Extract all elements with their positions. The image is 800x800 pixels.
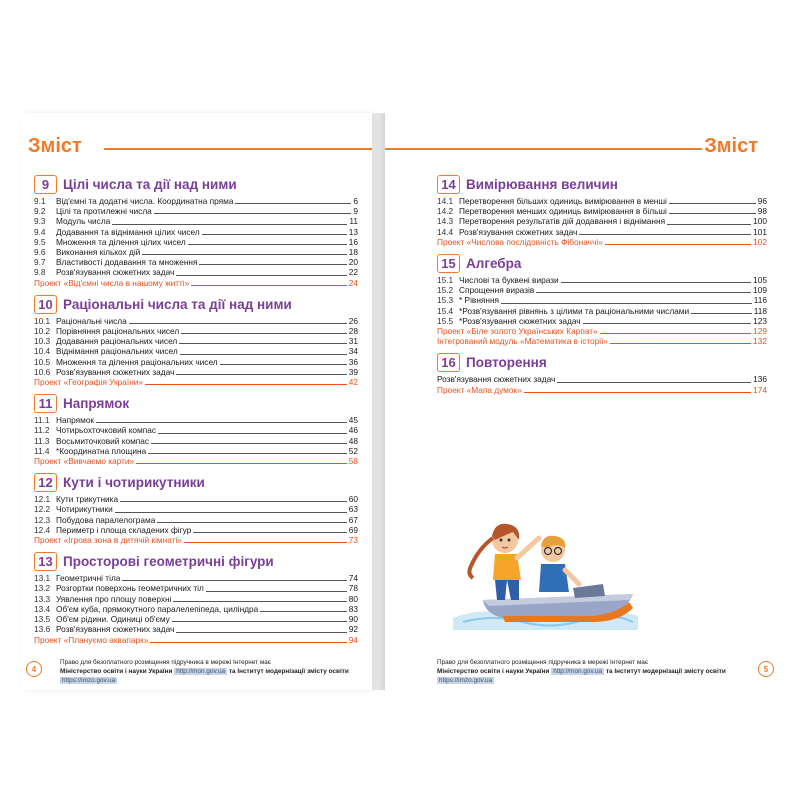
entry-page: 60 xyxy=(348,494,358,505)
entry-title: Об'єм рідини. Одиниці об'єму xyxy=(56,614,170,625)
entry-title: Від'ємні та додатні числа. Координатна пряма xyxy=(56,196,234,206)
copyright-footer xyxy=(437,658,757,685)
chapter-number-badge: 9 xyxy=(34,175,57,194)
entry-page: 118 xyxy=(753,305,767,316)
toc-entry[interactable] xyxy=(437,295,767,305)
entry-page: 13 xyxy=(348,226,358,237)
chapter-section xyxy=(437,254,767,346)
entry-title: Розв'язування сюжетних задач xyxy=(56,366,175,377)
entry-page: 58 xyxy=(348,456,358,467)
page-number: 5 xyxy=(758,661,774,677)
entry-title: Числові та буквені вирази xyxy=(459,275,559,286)
chapter-title: Цілі числа та дії над ними xyxy=(63,177,237,192)
entry-page: 9 xyxy=(353,206,358,217)
leader-line xyxy=(691,313,752,314)
chapter-title: Алгебра xyxy=(466,256,522,272)
chapter-number-badge: 13 xyxy=(34,552,57,571)
entry-number: 13.6 xyxy=(34,624,51,635)
chapter-number-badge: 10 xyxy=(34,295,57,314)
leader-line xyxy=(583,323,752,324)
entry-number: 12.1 xyxy=(34,494,51,505)
entry-number: 15.1 xyxy=(437,275,454,286)
entry-title: Побудова паралелограма xyxy=(56,514,156,525)
toc-entry[interactable] xyxy=(34,583,358,593)
entry-title: Розгортки поверхонь геометричних тіл xyxy=(56,583,204,594)
entry-page: 129 xyxy=(753,326,767,337)
chapter-heading[interactable] xyxy=(437,353,767,372)
entry-page: 132 xyxy=(753,336,767,347)
chapter-title: Напрямок xyxy=(63,396,130,412)
entry-page: 100 xyxy=(753,216,767,227)
entry-page: 98 xyxy=(757,206,767,217)
leader-line xyxy=(191,285,347,286)
entry-title: Віднімання раціональних чисел xyxy=(56,346,178,357)
entry-number: 9.5 xyxy=(34,236,46,247)
toc-entry[interactable] xyxy=(34,436,358,446)
leader-line xyxy=(561,282,751,283)
leader-line xyxy=(524,392,751,393)
entry-number: 14.2 xyxy=(437,206,454,217)
entry-number: 15.2 xyxy=(437,285,454,296)
entry-page: 83 xyxy=(348,603,358,614)
entry-title: Напрямок xyxy=(56,415,95,426)
page-title: Зміст xyxy=(704,135,758,157)
kids-on-boat-illustration xyxy=(443,518,643,636)
leader-line xyxy=(669,213,756,214)
footer-line: Право для безоплатного розміщення підручника в мережі Інтернет має xyxy=(60,659,272,666)
chapter-number-badge: 16 xyxy=(437,353,460,372)
toc-entry[interactable] xyxy=(34,525,358,535)
entry-title: Розв'язування сюжетних задач xyxy=(459,226,578,237)
toc-entry[interactable] xyxy=(437,227,767,237)
entry-page: 52 xyxy=(348,445,358,456)
chapter-title: Кути і чотирикутники xyxy=(63,475,205,491)
entry-number: 9.3 xyxy=(34,216,46,227)
leader-line xyxy=(154,213,352,214)
leader-line xyxy=(202,234,347,235)
toc-entry[interactable] xyxy=(34,515,358,525)
entry-page: 11 xyxy=(349,216,358,227)
entry-page: 42 xyxy=(348,377,358,388)
toc-entry[interactable] xyxy=(34,573,358,583)
left-page xyxy=(22,113,372,690)
entry-title: Периметр і площа складених фігур xyxy=(56,524,192,535)
entry-number: 12.2 xyxy=(34,504,51,515)
entry-title: Перетворення менших одиниць вимірювання в більші xyxy=(459,206,667,217)
toc-project-entry[interactable] xyxy=(34,278,358,288)
entry-page: 34 xyxy=(348,346,358,357)
entry-page: 36 xyxy=(348,356,358,367)
entry-number: 9.2 xyxy=(34,206,46,217)
leader-line xyxy=(501,303,752,304)
chapter-number-badge: 12 xyxy=(34,473,57,492)
leader-line xyxy=(112,224,347,225)
entry-title: Кути трикутника xyxy=(56,494,119,505)
entry-number: 12.4 xyxy=(34,524,51,535)
toc-entry[interactable] xyxy=(437,275,767,285)
leader-line xyxy=(120,501,347,502)
entry-page: 109 xyxy=(753,285,767,296)
entry-title: Властивості додавання та множення xyxy=(56,257,198,268)
entry-title: Проект «Плануємо аквапарк» xyxy=(34,634,149,645)
entry-number: 11.1 xyxy=(34,415,50,426)
entry-title: Цілі та протилежні числа xyxy=(56,206,152,217)
entry-title: Інтегрований модуль «Математика в історії» xyxy=(437,336,609,347)
toc-entry[interactable] xyxy=(34,415,358,425)
toc-entry[interactable] xyxy=(437,206,767,216)
entry-page: 6 xyxy=(353,196,358,206)
entry-number: 9.6 xyxy=(34,247,46,258)
leader-line xyxy=(173,601,346,602)
chapter-heading[interactable] xyxy=(437,254,767,273)
toc-entry[interactable] xyxy=(34,624,358,634)
toc-project-entry[interactable] xyxy=(437,385,767,395)
chapter-heading[interactable] xyxy=(34,295,358,314)
entry-page: 46 xyxy=(348,425,358,436)
entry-number: 14.4 xyxy=(437,226,454,237)
leader-line xyxy=(610,343,751,344)
entry-page: 26 xyxy=(348,315,358,326)
entry-title: Проект «Від'ємні числа в нашому житті» xyxy=(34,277,190,288)
toc-entry[interactable] xyxy=(34,425,358,435)
leader-line xyxy=(172,621,347,622)
entry-page: 123 xyxy=(753,315,767,326)
leader-line xyxy=(669,203,756,204)
leader-line xyxy=(157,522,346,523)
chapter-heading[interactable] xyxy=(34,394,358,413)
entry-page: 96 xyxy=(757,196,767,206)
toc-entry[interactable] xyxy=(34,216,358,226)
entry-number: 12.3 xyxy=(34,514,51,525)
entry-number: 10.2 xyxy=(34,326,51,337)
entry-page: 90 xyxy=(348,614,358,625)
entry-page: 105 xyxy=(753,275,767,286)
entry-page: 101 xyxy=(753,226,767,237)
toc-entry[interactable] xyxy=(34,594,358,604)
leader-line xyxy=(145,384,347,385)
chapter-section xyxy=(34,473,358,545)
chapter-title: Повторення xyxy=(466,355,547,371)
entry-number: 11.4 xyxy=(34,445,50,456)
leader-line xyxy=(176,632,346,633)
entry-page: 63 xyxy=(348,504,358,515)
entry-number: 13.3 xyxy=(34,593,51,604)
entry-title: Модуль числа xyxy=(56,216,111,227)
footer-link[interactable]: http://mon.gov.ua xyxy=(176,668,226,675)
table-of-contents xyxy=(437,175,767,402)
toc-entry[interactable] xyxy=(34,257,358,267)
entry-page: 22 xyxy=(348,267,358,278)
entry-page: 28 xyxy=(348,326,358,337)
leader-line xyxy=(667,224,751,225)
toc-entry[interactable] xyxy=(34,206,358,216)
leader-line xyxy=(176,374,346,375)
chapter-section xyxy=(34,394,358,466)
footer-line: Право для безоплатного розміщення підручника в мережі Інтернет має xyxy=(437,659,649,666)
chapter-section xyxy=(437,175,767,247)
entry-page: 78 xyxy=(348,583,358,594)
entry-number: 11.3 xyxy=(34,435,50,446)
toc-project-entry[interactable] xyxy=(437,237,767,247)
toc-entry[interactable] xyxy=(34,446,358,456)
leader-line xyxy=(605,244,751,245)
toc-entry[interactable] xyxy=(34,316,358,326)
entry-number: 15.5 xyxy=(437,315,454,326)
entry-number: 10.1 xyxy=(34,315,51,326)
toc-entry[interactable] xyxy=(437,306,767,316)
chapter-section xyxy=(34,552,358,644)
entry-number: 13.5 xyxy=(34,614,51,625)
entry-page: 48 xyxy=(348,435,358,446)
entry-page: 16 xyxy=(348,236,358,247)
entry-title: * Рівняння xyxy=(459,295,500,306)
page-title: Зміст xyxy=(28,135,82,157)
leader-line xyxy=(180,354,347,355)
entry-page: 39 xyxy=(348,366,358,377)
toc-entry[interactable] xyxy=(437,316,767,326)
leader-line xyxy=(557,382,751,383)
toc-entry[interactable] xyxy=(34,494,358,504)
toc-project-entry[interactable] xyxy=(437,326,767,336)
entry-number: 10.4 xyxy=(34,346,51,357)
entry-title: Виконання кількох дій xyxy=(56,247,141,258)
leader-line xyxy=(115,512,347,513)
entry-title: Чотирьохточковий компас xyxy=(56,425,156,436)
entry-number: 15.3 xyxy=(437,295,454,306)
table-of-contents xyxy=(34,175,358,652)
toc-entry[interactable] xyxy=(34,367,358,377)
toc-entry[interactable] xyxy=(34,336,358,346)
entry-title: Спрощення виразів xyxy=(459,285,535,296)
entry-number: 10.5 xyxy=(34,356,51,367)
entry-title: Порівняння раціональних чисел xyxy=(56,326,180,337)
entry-title: Додавання раціональних чисел xyxy=(56,336,178,347)
toc-entry[interactable] xyxy=(34,237,358,247)
leader-line xyxy=(129,323,347,324)
copyright-footer xyxy=(60,658,360,685)
chapter-number-badge: 15 xyxy=(437,254,460,273)
right-page xyxy=(385,113,780,690)
chapter-heading[interactable] xyxy=(437,175,767,194)
leader-line xyxy=(188,244,347,245)
entry-title: Проект «Числова послідовність Фібоначчі» xyxy=(437,236,603,247)
toc-entry[interactable] xyxy=(34,196,358,206)
page-number: 4 xyxy=(26,661,42,677)
entry-title: Розв'язування сюжетних задач xyxy=(56,624,175,635)
chapter-number-badge: 11 xyxy=(34,394,57,413)
leader-line xyxy=(122,580,346,581)
entry-page: 67 xyxy=(348,514,358,525)
entry-number: 9.7 xyxy=(34,257,46,268)
leader-line xyxy=(181,333,347,334)
toc-project-entry[interactable] xyxy=(34,635,358,645)
leader-line xyxy=(235,203,351,204)
leader-line xyxy=(193,532,346,533)
footer-line: Міністерство освіти і науки України http://mon.gov.ua та Інститут модернізації змісту освіти https://imzo.gov.ua xyxy=(60,668,349,684)
entry-title: Проект «Вивчаємо карти» xyxy=(34,456,135,467)
chapter-heading[interactable] xyxy=(34,473,358,492)
entry-number: 9.1 xyxy=(34,196,46,206)
title-rule xyxy=(385,148,702,150)
leader-line xyxy=(199,264,346,265)
entry-title: Проект «Ігрова зона в дитячій кімнаті» xyxy=(34,535,182,546)
leader-line xyxy=(579,234,751,235)
entry-title: Проект «Географія України» xyxy=(34,377,144,388)
chapter-section xyxy=(34,295,358,387)
chapter-number-badge: 14 xyxy=(437,175,460,194)
entry-title: Об'єм куба, прямокутного паралелепіпеда, циліндра xyxy=(56,603,259,614)
entry-title: Чотирикутники xyxy=(56,504,113,515)
toc-entry[interactable] xyxy=(34,604,358,614)
entry-title: Геометричні тіла xyxy=(56,573,121,584)
entry-page: 45 xyxy=(348,415,358,426)
entry-number: 13.2 xyxy=(34,583,51,594)
chapter-heading[interactable] xyxy=(34,175,358,194)
entry-title: Перетворення результатів дій додавання і віднімання xyxy=(459,216,666,227)
entry-number: 9.8 xyxy=(34,267,46,278)
leader-line xyxy=(600,333,751,334)
entry-title: Проект «Мапа думок» xyxy=(437,384,522,395)
entry-number: 13.4 xyxy=(34,603,51,614)
footer-line: Міністерство освіти і науки України http://mon.gov.ua та Інститут модернізації змісту освіти https://imzo.gov.ua xyxy=(437,668,726,684)
leader-line xyxy=(206,591,347,592)
footer-link[interactable]: http://mon.gov.ua xyxy=(553,668,603,675)
footer-link[interactable]: https://imzo.gov.ua xyxy=(62,677,116,684)
toc-entry[interactable] xyxy=(437,374,767,384)
entry-title: *Розв'язування сюжетних задач xyxy=(459,315,581,326)
leader-line xyxy=(536,292,751,293)
chapter-section xyxy=(437,353,767,394)
entry-page: 92 xyxy=(348,624,358,635)
entry-page: 94 xyxy=(348,634,358,645)
toc-project-entry[interactable] xyxy=(34,377,358,387)
toc-entry[interactable] xyxy=(34,614,358,624)
footer-link[interactable]: https://imzo.gov.ua xyxy=(439,677,493,684)
entry-title: Проект «Біле золото Українських Карпат» xyxy=(437,326,598,337)
entry-number: 9.4 xyxy=(34,226,46,237)
entry-title: Множення та ділення раціональних чисел xyxy=(56,356,218,367)
entry-page: 69 xyxy=(348,524,358,535)
entry-title: Розв'язування сюжетних задач xyxy=(437,374,556,385)
toc-entry[interactable] xyxy=(437,196,767,206)
toc-entry[interactable] xyxy=(34,247,358,257)
toc-project-entry[interactable] xyxy=(34,456,358,466)
entry-page: 174 xyxy=(753,384,767,395)
entry-page: 74 xyxy=(348,573,358,584)
entry-title: Уявлення про площу поверхні xyxy=(56,593,172,604)
entry-number: 15.4 xyxy=(437,305,454,316)
entry-page: 136 xyxy=(753,374,767,385)
chapter-title: Просторові геометричні фігури xyxy=(63,554,274,570)
entry-page: 73 xyxy=(348,535,358,546)
entry-number: 14.3 xyxy=(437,216,454,227)
chapter-heading[interactable] xyxy=(34,552,358,571)
entry-title: Додавання та віднімання цілих чисел xyxy=(56,226,200,237)
entry-page: 20 xyxy=(348,257,358,268)
leader-line xyxy=(96,422,347,423)
entry-title: Раціональні числа xyxy=(56,315,127,326)
entry-page: 102 xyxy=(753,236,767,247)
entry-page: 31 xyxy=(348,336,358,347)
toc-entry[interactable] xyxy=(34,346,358,356)
leader-line xyxy=(151,443,347,444)
leader-line xyxy=(220,364,347,365)
leader-line xyxy=(150,642,346,643)
entry-page: 116 xyxy=(753,295,767,306)
leader-line xyxy=(142,254,346,255)
entry-title: Множення та ділення цілих чисел xyxy=(56,236,186,247)
toc-entry[interactable] xyxy=(34,504,358,514)
title-rule xyxy=(104,148,372,150)
entry-title: *Розв'язування рівнянь з цілими та раціональними числами xyxy=(459,305,690,316)
chapter-title: Раціональні числа та дії над ними xyxy=(63,296,292,312)
leader-line xyxy=(176,275,346,276)
toc-entry[interactable] xyxy=(437,285,767,295)
entry-title: *Координатна площина xyxy=(56,445,147,456)
leader-line xyxy=(184,542,347,543)
leader-line xyxy=(158,433,347,434)
chapter-section xyxy=(34,175,358,288)
toc-entry[interactable] xyxy=(437,216,767,226)
entry-page: 18 xyxy=(348,247,358,258)
entry-number: 11.2 xyxy=(34,425,50,436)
entry-page: 80 xyxy=(348,593,358,604)
leader-line xyxy=(260,611,347,612)
entry-page: 24 xyxy=(348,277,358,288)
toc-entry[interactable] xyxy=(34,227,358,237)
leader-line xyxy=(136,463,347,464)
entry-title: Перетворення більших одиниць вимірювання в менші xyxy=(459,196,667,206)
entry-number: 10.3 xyxy=(34,336,51,347)
toc-project-entry[interactable] xyxy=(34,535,358,545)
entry-number: 10.6 xyxy=(34,366,51,377)
entry-number: 14.1 xyxy=(437,196,454,206)
leader-line xyxy=(179,343,347,344)
toc-entry[interactable] xyxy=(34,357,358,367)
entry-title: Розв'язування сюжетних задач xyxy=(56,267,175,278)
chapter-title: Вимірювання величин xyxy=(466,177,618,192)
toc-entry[interactable] xyxy=(34,326,358,336)
leader-line xyxy=(148,453,347,454)
entry-title: Восьмиточковий компас xyxy=(56,435,150,446)
toc-project-entry[interactable] xyxy=(437,336,767,346)
toc-entry[interactable] xyxy=(34,267,358,277)
entry-number: 13.1 xyxy=(34,573,51,584)
